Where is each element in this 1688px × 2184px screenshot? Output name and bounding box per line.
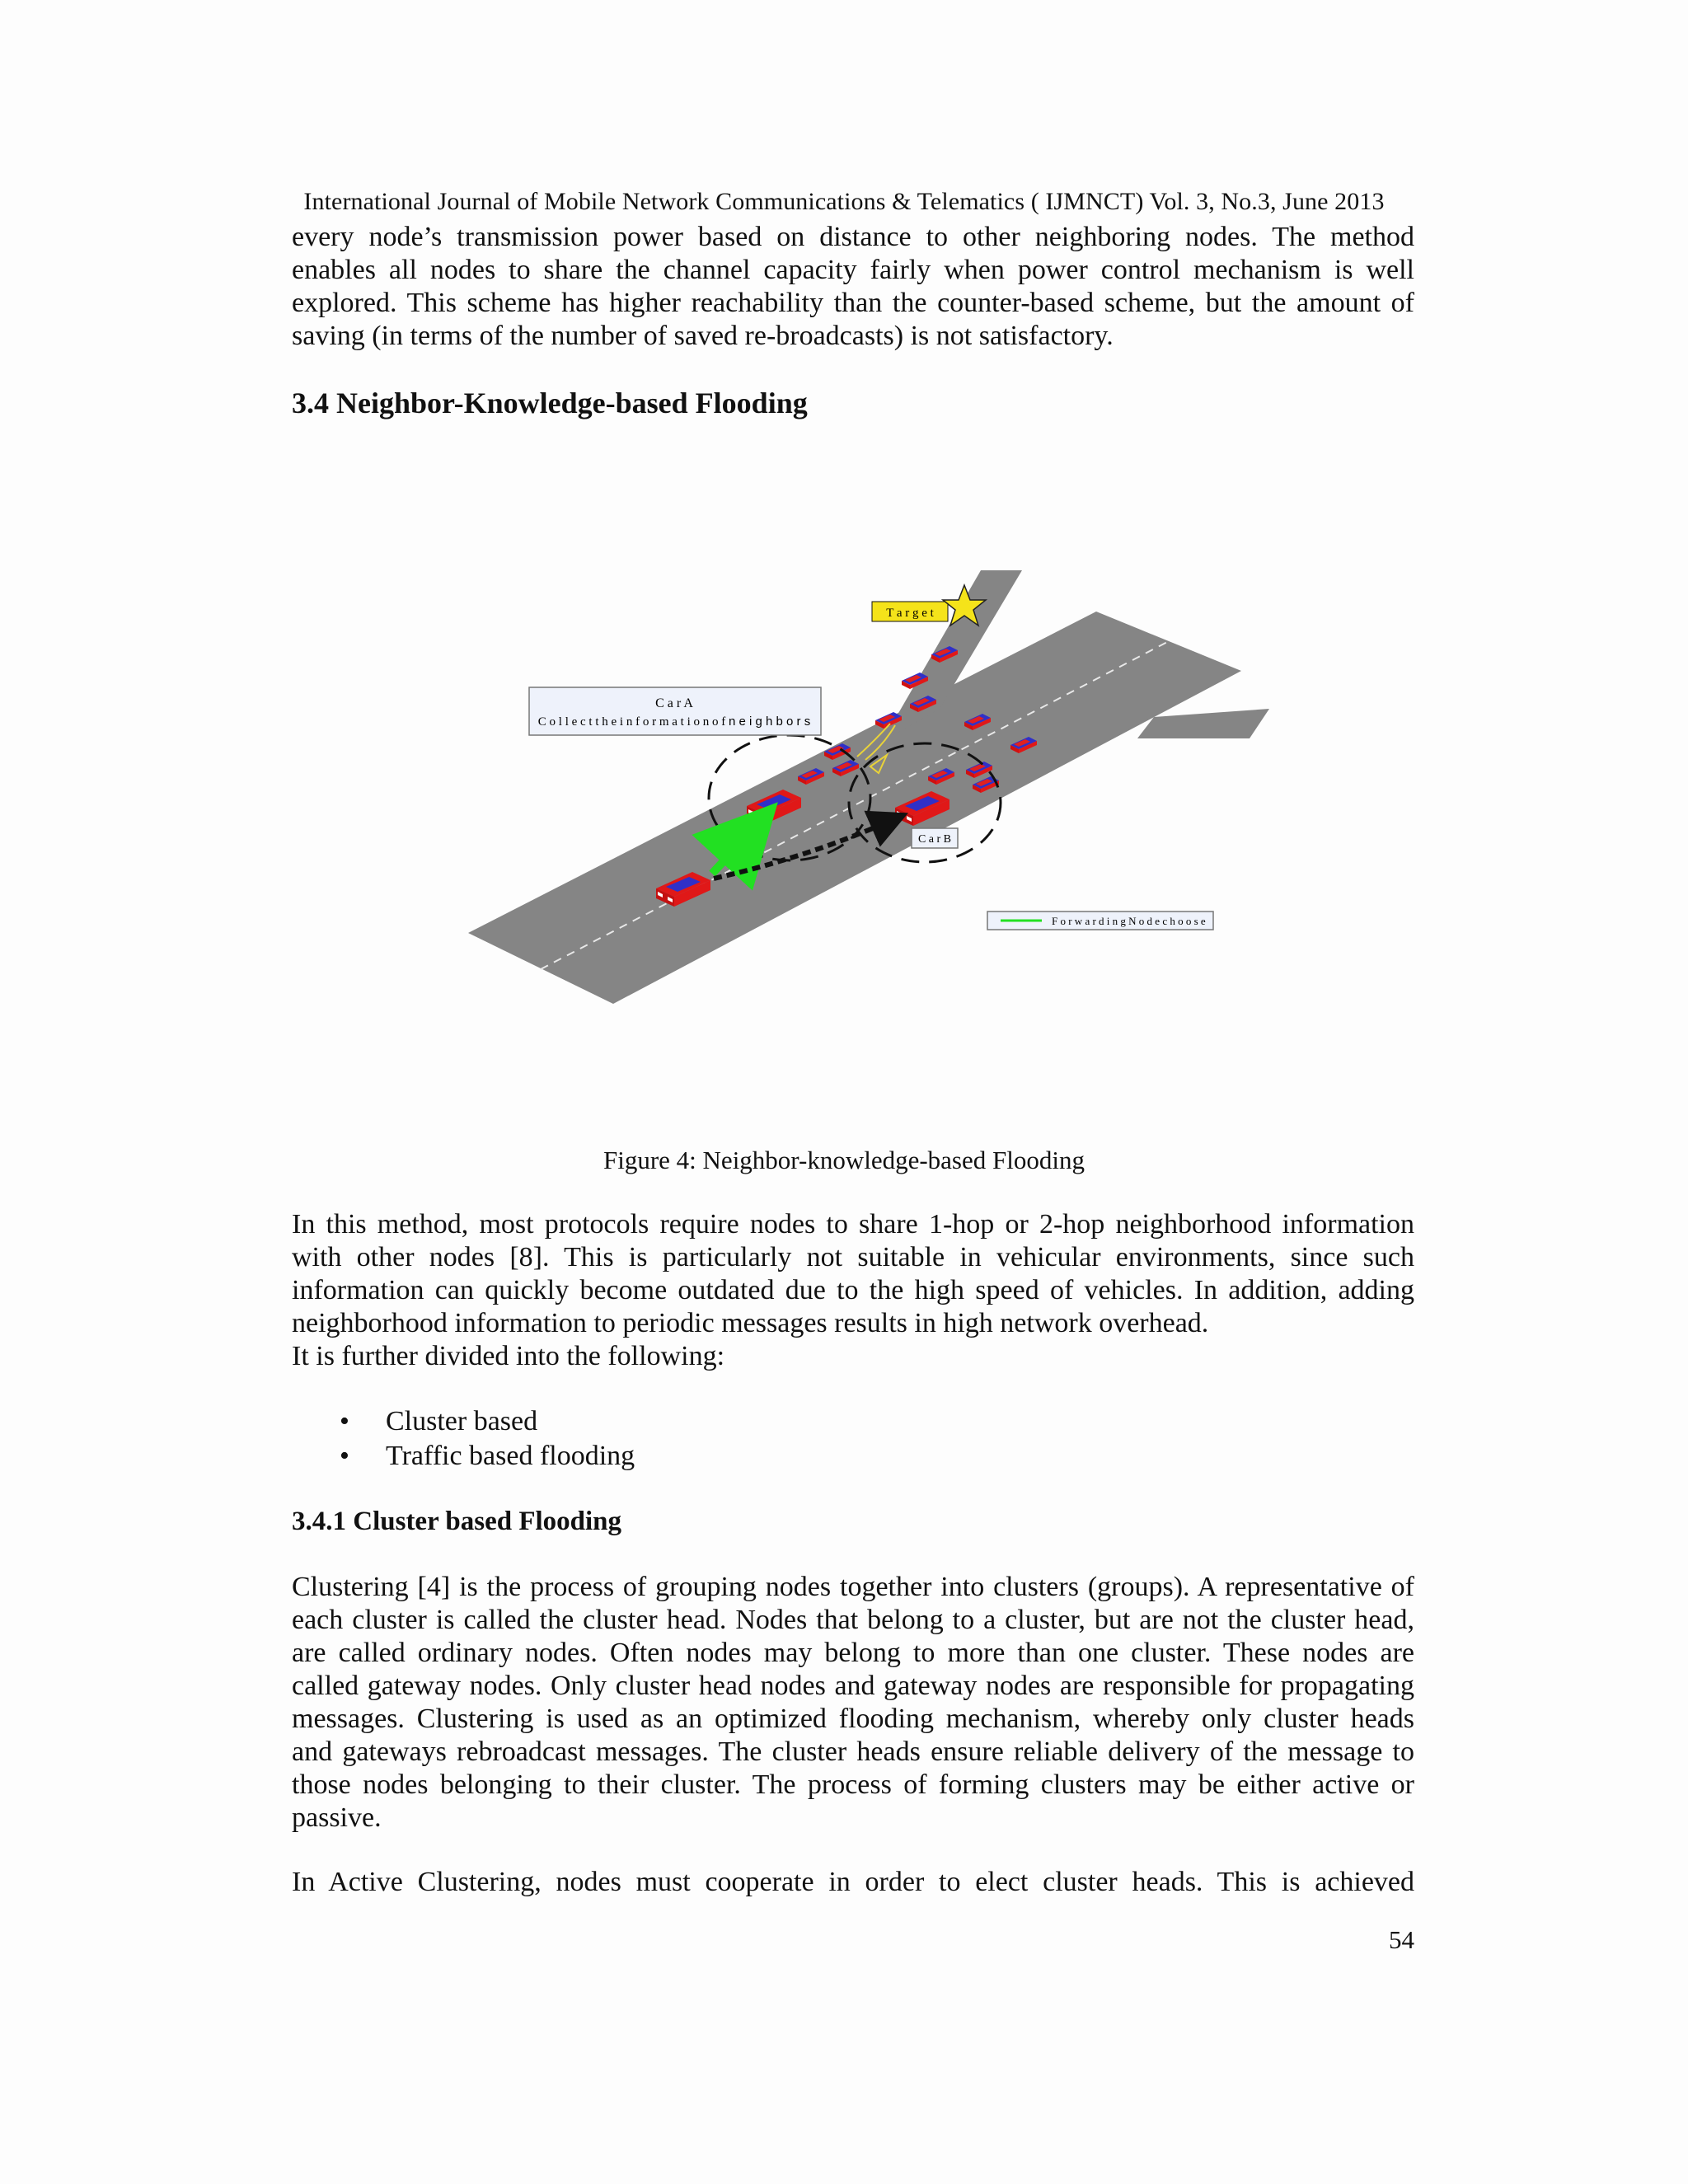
legend-label: F o r w a r d i n g N o d e c h o o s e bbox=[1052, 915, 1206, 927]
journal-header: International Journal of Mobile Network Communications & Telematics ( IJMNCT) Vol. 3, No.3, June 2013 bbox=[303, 188, 1385, 215]
section-title: 3.4 Neighbor-Knowledge-based Flooding bbox=[292, 387, 808, 419]
target-label: T a r g e t bbox=[886, 607, 934, 620]
list-item: • Traffic based flooding bbox=[340, 1441, 635, 1471]
road bbox=[468, 570, 1269, 1004]
text-line: saving (in terms of the number of saved re-broadcasts) is not satisfactory. bbox=[292, 321, 1114, 351]
active-clustering-paragraph bbox=[292, 1866, 1414, 1899]
cluster-paragraph bbox=[292, 1571, 1414, 1835]
method-paragraph bbox=[292, 1208, 1414, 1373]
text-line: neighborhood information to periodic messages results in high network overhead. bbox=[292, 1308, 1209, 1338]
text-line: In Active Clustering, nodes must cooperate in order to elect cluster heads. This is achieved bbox=[292, 1867, 1414, 1897]
text-line: In this method, most protocols require nodes to share 1-hop or 2-hop neighborhood information bbox=[292, 1209, 1414, 1240]
text-line: passive. bbox=[292, 1802, 382, 1833]
text-line: enables all nodes to share the channel capacity fairly when power control mechanism is well bbox=[292, 255, 1414, 285]
figure-caption: Figure 4: Neighbor-knowledge-based Flooding bbox=[603, 1146, 1085, 1174]
page-number: 54 bbox=[1389, 1925, 1414, 1954]
text-line: It is further divided into the following: bbox=[292, 1341, 725, 1371]
text-line: those nodes belonging to their cluster. The process of forming clusters may be either active or bbox=[292, 1769, 1414, 1800]
text-line: are called ordinary nodes. Often nodes may belong to more than one cluster. These nodes are bbox=[292, 1638, 1414, 1668]
text-line: information can quickly become outdated due to the high speed of vehicles. In addition, adding bbox=[292, 1275, 1414, 1305]
text-line: each cluster is called the cluster head. Nodes that belong to a cluster, but are not the cluster head, bbox=[292, 1605, 1414, 1635]
text-line: explored. This scheme has higher reachability than the counter-based scheme, but the amount of bbox=[292, 288, 1414, 318]
figure-neighbor-flooding bbox=[0, 0, 1688, 1071]
list-item: • Cluster based bbox=[340, 1406, 538, 1436]
text-line: called gateway nodes. Only cluster head nodes and gateway nodes are responsible for propagating bbox=[292, 1671, 1414, 1701]
text-line: every node’s transmission power based on distance to other neighboring nodes. The method bbox=[292, 222, 1414, 252]
car-a-title: C a r A bbox=[655, 696, 693, 710]
bullet-list bbox=[292, 1404, 635, 1474]
text-line: Clustering [4] is the process of grouping nodes together into clusters (groups). A representative of bbox=[292, 1572, 1414, 1602]
text-line: and gateways rebroadcast messages. The cluster heads ensure reliable delivery of the message to bbox=[292, 1736, 1414, 1767]
text-line: messages. Clustering is used as an optimized flooding mechanism, whereby only cluster heads bbox=[292, 1704, 1414, 1734]
car-a-description: C o l l e c t t h e i n f o r m a t i o n o f n e i g h b o r s bbox=[537, 715, 811, 729]
subsection-title: 3.4.1 Cluster based Flooding bbox=[292, 1507, 622, 1536]
text-line: with other nodes [8]. This is particularly not suitable in vehicular environments, since such bbox=[292, 1242, 1414, 1272]
car-b-label: C a r B bbox=[917, 833, 952, 846]
